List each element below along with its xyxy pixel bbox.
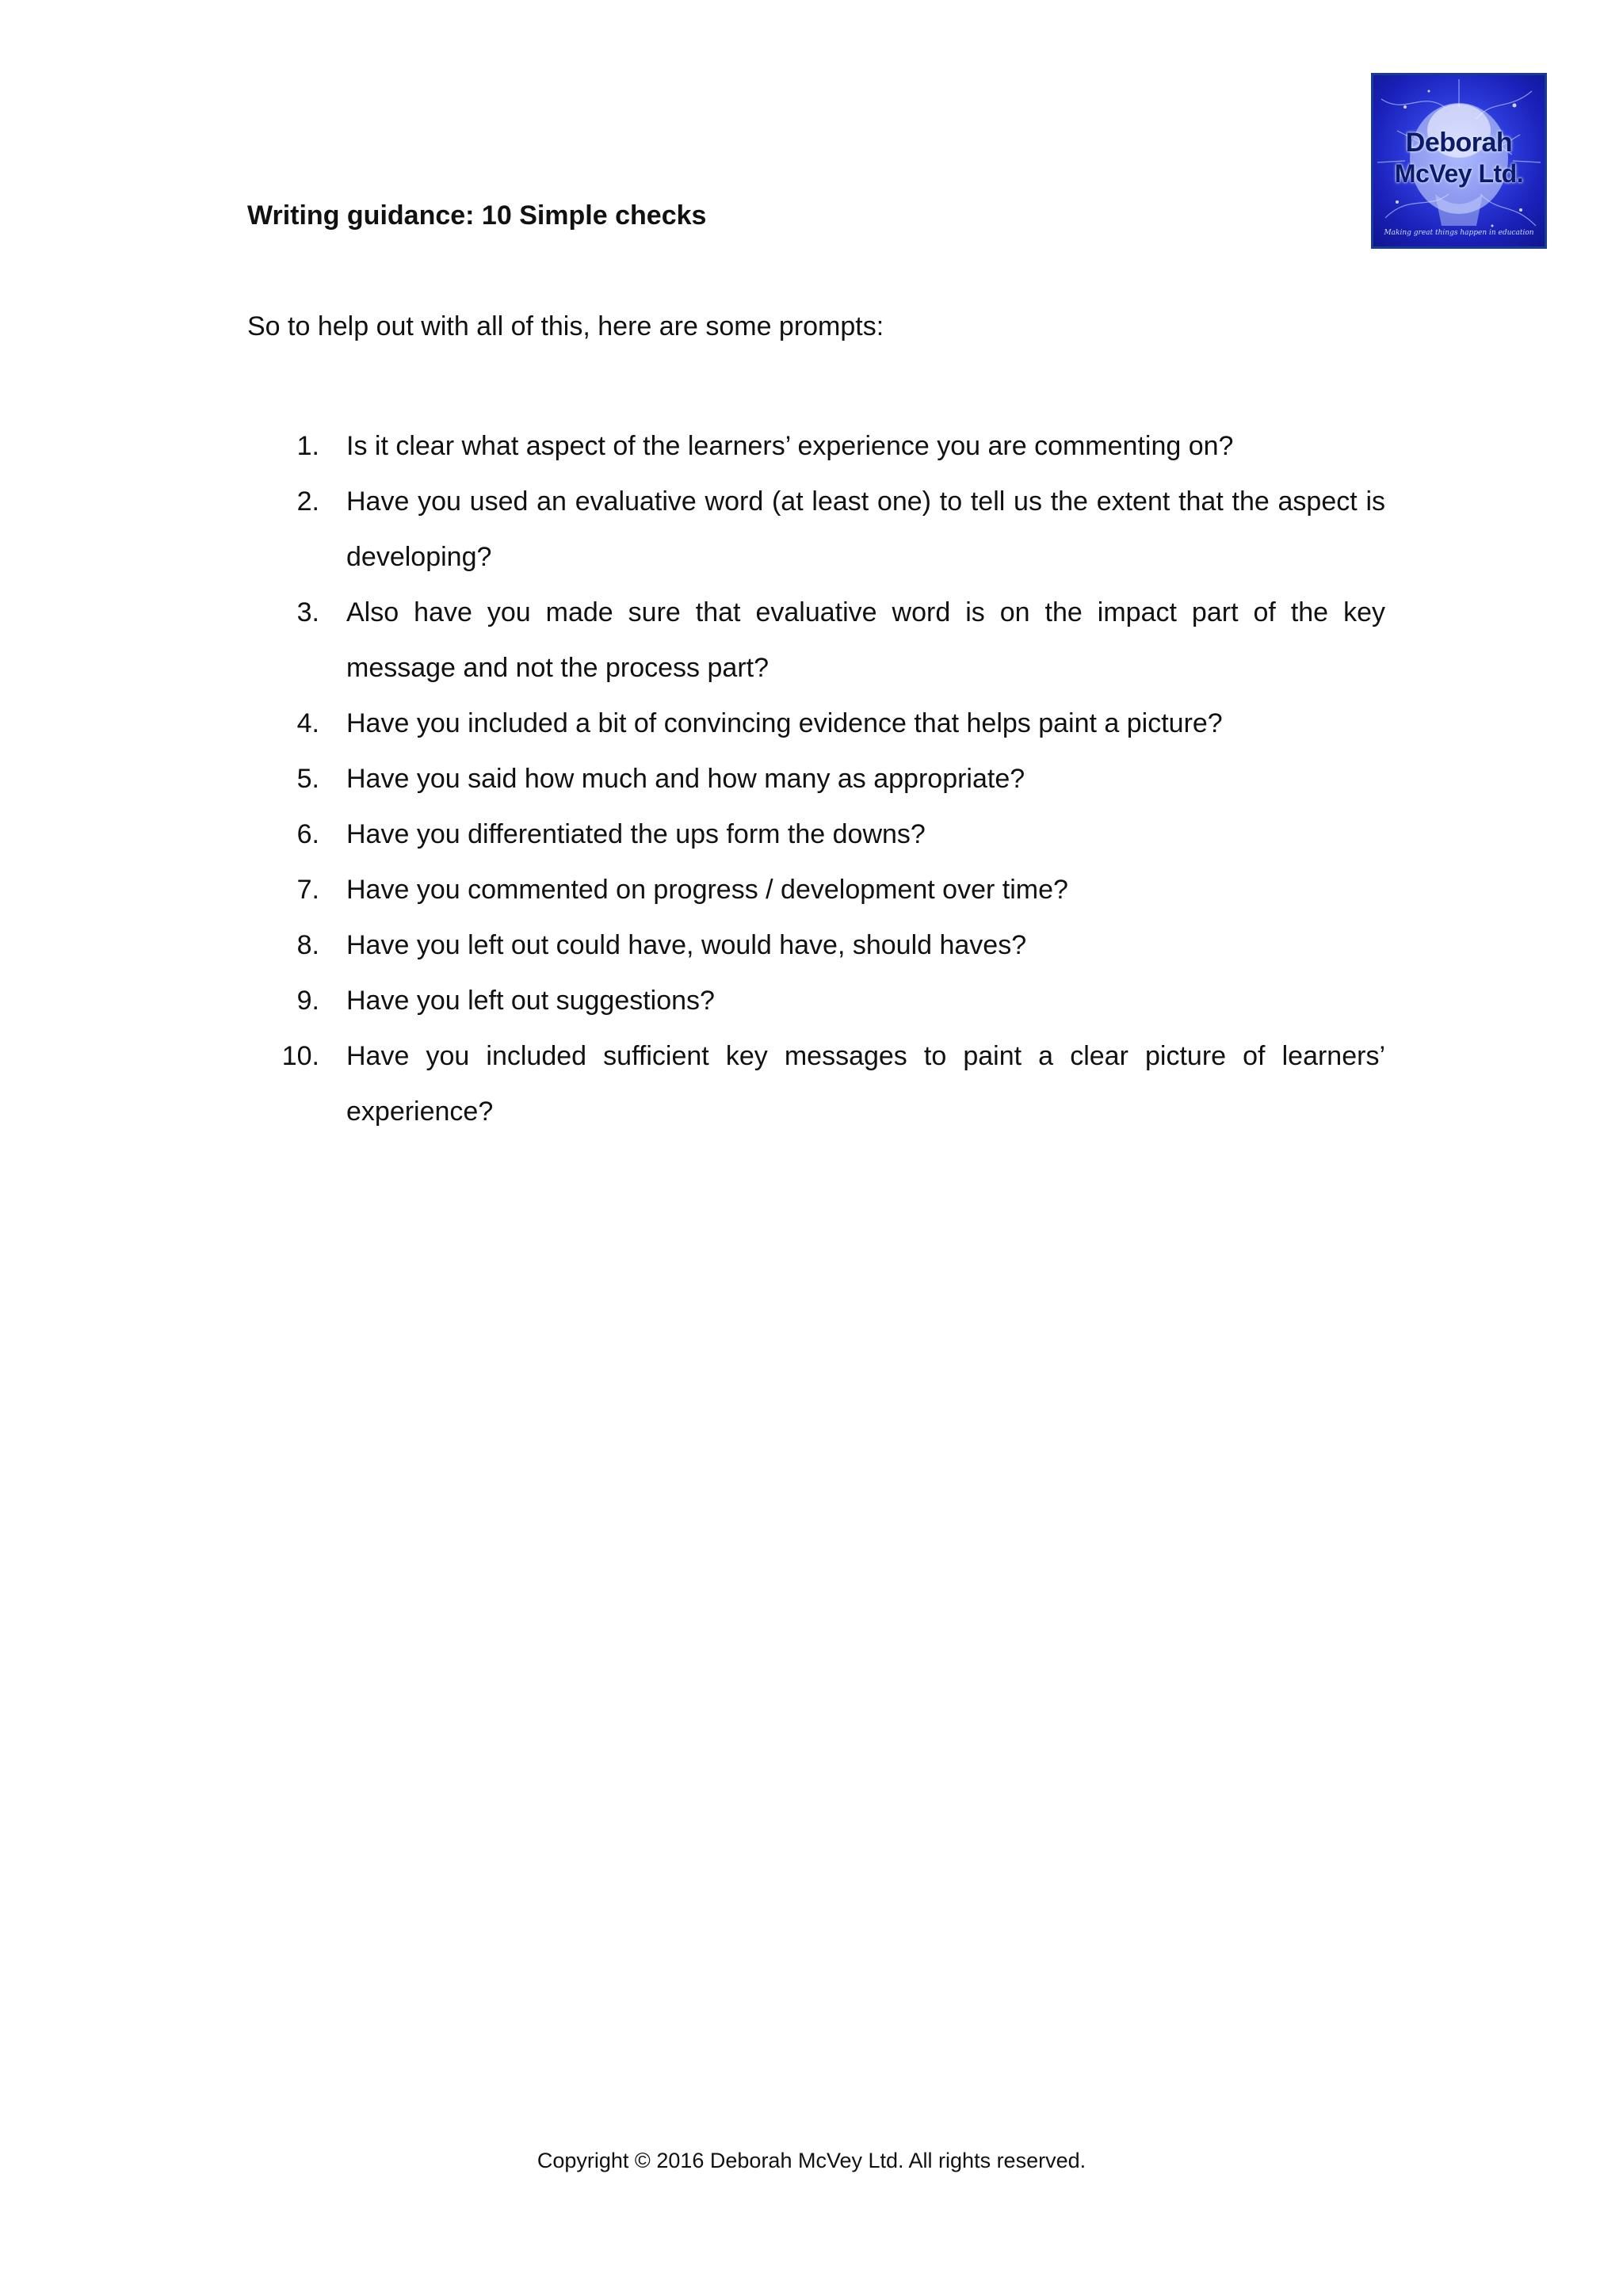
logo-name-line-1: Deborah (1405, 128, 1513, 158)
check-text: Have you used an evaluative word (at least one) to tell us the extent that the aspect is developing? (346, 486, 1385, 572)
check-number: 7. (296, 875, 319, 905)
check-item-4 (247, 696, 1385, 751)
intro-text: So to help out with all of this, here are some prompts: (247, 311, 884, 341)
check-item-8 (247, 917, 1385, 973)
check-number: 9. (296, 986, 319, 1016)
check-item-1 (247, 418, 1385, 474)
logo-name-line-2: McVey Ltd. (1394, 159, 1524, 188)
check-text: Have you differentiated the ups form the downs? (346, 819, 926, 849)
check-number: 5. (296, 764, 319, 794)
check-text: Have you left out could have, would have, should haves? (346, 930, 1027, 960)
check-text: Have you said how much and how many as appropriate? (346, 764, 1025, 794)
check-number: 8. (296, 930, 319, 960)
check-item-9 (247, 973, 1385, 1028)
check-number: 1. (296, 431, 319, 461)
check-text: Have you commented on progress / development over time? (346, 875, 1068, 905)
check-text: Is it clear what aspect of the learners’ experience you are commenting on? (346, 431, 1234, 461)
logo-tagline: Making great things happen in education (1384, 229, 1534, 237)
check-item-10 (247, 1028, 1385, 1139)
check-item-6 (247, 807, 1385, 862)
check-item-3 (247, 585, 1385, 696)
check-item-2 (247, 474, 1385, 585)
check-text: Also have you made sure that evaluative word is on the impact part of the key message and not the process part? (346, 597, 1385, 683)
check-number: 3. (296, 597, 319, 627)
check-number: 4. (296, 708, 319, 738)
check-number: 10. (281, 1041, 319, 1071)
company-logo (1371, 73, 1547, 249)
check-number: 6. (296, 819, 319, 849)
page-title: Writing guidance: 10 Simple checks (247, 200, 707, 231)
copyright-footer: Copyright © 2016 Deborah McVey Ltd. All rights reserved. (537, 2149, 1086, 2172)
check-text: Have you included sufficient key messages to paint a clear picture of learners’ experience? (346, 1041, 1385, 1127)
check-item-7 (247, 862, 1385, 917)
check-text: Have you included a bit of convincing evidence that helps paint a picture? (346, 708, 1223, 738)
checks-list (247, 418, 1385, 1139)
check-item-5 (247, 751, 1385, 807)
check-number: 2. (296, 486, 319, 517)
check-text: Have you left out suggestions? (346, 986, 715, 1016)
